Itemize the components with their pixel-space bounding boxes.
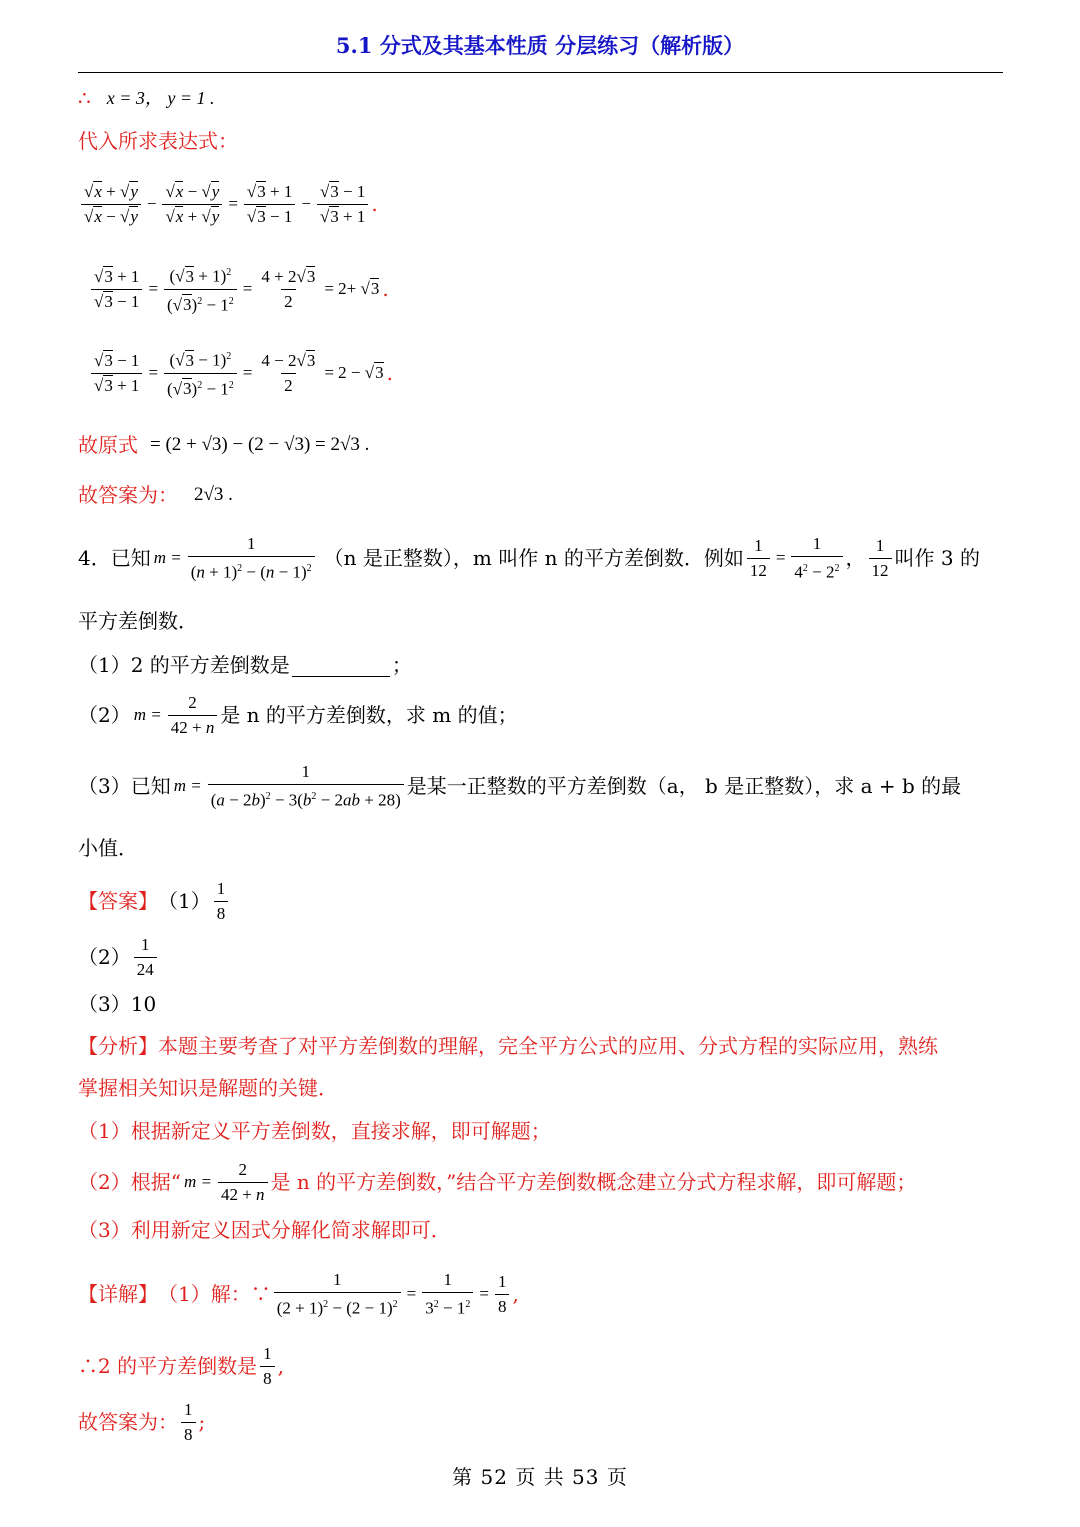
fraction: $\frac{√x - √y}{√x + √y}$ xyxy=(162,182,222,227)
analysis-step2-start: （2）根据“ xyxy=(78,1170,181,1194)
question-4-part3-end: 小值． xyxy=(78,836,138,860)
part1-text: （1）2 的平方差倒数是 xyxy=(78,653,290,677)
simplify-minus: $\frac{√3 - 1}{√3 + 1}$ = $\frac{(√3 - 1)^2}{(√3)^2 - 1^2}$ = $\frac{4 - 2√3}{2}$ = 2 − √3 . xyxy=(88,342,393,404)
detail-label: 【详解】 xyxy=(78,1282,158,1306)
question-4-line2: 平方差倒数． xyxy=(78,609,198,633)
fraction: $\frac{√3 + 1}{√3 - 1}$ xyxy=(91,267,142,312)
detail-line1: 【详解】 （1）解：∵ $\frac{1}{(2 + 1)^2 - (2 - 1)^2}$ = $\frac{1}{3^2 - 1^2}$ = $\frac{1}{8}$ , xyxy=(78,1269,519,1318)
fraction: $\frac{1}{3^2 - 1^2}$ xyxy=(422,1270,473,1319)
fraction: $\frac{1}{8}$ xyxy=(260,1344,275,1389)
xy-values-line xyxy=(78,84,215,112)
question-4-line1: 4．已知 m = $\frac{1}{(n + 1)^2 - (n - 1)^2}$ （n 是正整数）， m 叫作 n 的平方差倒数．例如 $\frac{1}{12}$ = $\frac{1}{4^2 - 2^2}$ ， $\frac{1}{12}$ 叫作 3 的 xyxy=(78,533,980,582)
fraction: $\frac{1}{12}$ xyxy=(747,536,770,581)
analysis-step2: （2）根据“ m = $\frac{2}{42 + n}$ 是 n 的平方差倒数，”结合平方差倒数概念建立分式方程求解，即可解题； xyxy=(78,1159,917,1204)
analysis-label: 【分析】 xyxy=(78,1034,158,1058)
original-label: 故原式 xyxy=(78,433,138,457)
detail-answer-label: 故答案为： xyxy=(78,1410,178,1434)
part3-text: 是某一正整数的平方差倒数（a， b 是正整数），求 a + b 的最 xyxy=(406,774,962,798)
answer-blank[interactable] xyxy=(292,654,390,677)
question-4-description: m 叫作 n 的平方差倒数．例如 xyxy=(472,546,744,570)
part3-label: （3）已知 xyxy=(78,774,171,798)
prev-answer-label: 故答案为： xyxy=(78,483,178,507)
prev-answer-value: 2√3 . xyxy=(194,484,233,505)
detail-conclusion-text: ∴2 的平方差倒数是 xyxy=(78,1354,258,1378)
original-result-line xyxy=(78,431,369,459)
fraction: $\frac{(√3 + 1)^2}{(√3)^2 - 1^2}$ xyxy=(164,263,237,315)
answer-part2-label: （2） xyxy=(78,945,131,969)
question-4-part2: （2） m = $\frac{2}{42 + n}$ 是 n 的平方差倒数，求 m 的值； xyxy=(78,692,518,737)
fraction: $\frac{4 + 2√3}{2}$ xyxy=(261,266,316,311)
analysis-line2: 掌握相关知识是解题的关键． xyxy=(78,1076,338,1100)
detail-answer: 故答案为： $\frac{1}{8}$ ; xyxy=(78,1399,206,1444)
analysis-step1: （1）根据新定义平方差倒数，直接求解，即可解题； xyxy=(78,1119,551,1143)
prev-answer-line xyxy=(78,481,233,509)
substitution-expression: $\frac{√x + √y}{√x - √y}$ − $\frac{√x - √y}{√x + √y}$ = $\frac{√3 + 1}{√3 - 1}$ − $\frac{√3 - 1}{√3 + 1}$ . xyxy=(78,178,378,230)
answer-part1-label: （1） xyxy=(158,889,211,913)
fraction: $\frac{1}{24}$ xyxy=(134,935,157,980)
answer-label: 【答案】 xyxy=(78,889,158,913)
therefore-symbol: ∴ xyxy=(78,86,91,110)
fraction: $\frac{√x + √y}{√x - √y}$ xyxy=(81,182,141,227)
page-header-title: 5.1 分式及其基本性质 分层练习（解析版） xyxy=(335,33,745,58)
fraction: $\frac{2}{42 + n}$ xyxy=(218,1160,268,1205)
fraction: $\frac{√3 + 1}{√3 - 1}$ xyxy=(244,182,295,227)
fraction: $\frac{1}{(a - 2b)^2 - 3(b^2 - 2ab + 28)}$ xyxy=(208,762,404,811)
question-4-part3: （3）已知 m = $\frac{1}{(a - 2b)^2 - 3(b^2 - 2ab + 28)}$ 是某一正整数的平方差倒数（a， b 是正整数），求 a + b 的最 xyxy=(78,761,962,810)
question-4-part1 xyxy=(78,651,412,679)
original-expression: = (2 + √3) − (2 − √3) = 2√3 . xyxy=(150,434,370,455)
fraction: $\frac{1}{4^2 - 2^2}$ xyxy=(791,534,842,583)
answer-line3: （3）10 xyxy=(78,992,157,1016)
fraction: $\frac{(√3 - 1)^2}{(√3)^2 - 1^2}$ xyxy=(164,347,237,399)
fraction: $\frac{1}{12}$ xyxy=(869,536,892,581)
detail-step1: （1）解：∵ xyxy=(158,1282,271,1306)
fraction: $\frac{2}{42 + n}$ xyxy=(168,693,218,738)
fraction: $\frac{√3 - 1}{√3 + 1}$ xyxy=(91,351,142,396)
page-footer: 第 52 页 共 53 页 xyxy=(452,1465,628,1489)
analysis-step2-end: 是 n 的平方差倒数，”结合平方差倒数概念建立分式方程求解，即可解题； xyxy=(270,1170,917,1194)
question-4-number: 4．已知 xyxy=(78,546,151,570)
question-4-condition: （n 是正整数）， xyxy=(323,546,473,570)
fraction: $\frac{1}{8}$ xyxy=(181,1400,196,1445)
analysis-line1 xyxy=(78,1032,938,1060)
simplify-plus: $\frac{√3 + 1}{√3 - 1}$ = $\frac{(√3 + 1)^2}{(√3)^2 - 1^2}$ = $\frac{4 + 2√3}{2}$ = 2+ √3 . xyxy=(88,258,389,320)
answer-line2 xyxy=(78,932,160,982)
fraction: $\frac{1}{(2 + 1)^2 - (2 - 1)^2}$ xyxy=(274,1270,401,1319)
substitute-text: 代入所求表达式： xyxy=(78,129,238,153)
fraction: $\frac{1}{(n + 1)^2 - (n - 1)^2}$ xyxy=(188,534,315,583)
fraction: $\frac{√3 - 1}{√3 + 1}$ xyxy=(317,182,368,227)
part1-end: ； xyxy=(391,653,412,677)
fraction: $\frac{4 - 2√3}{2}$ xyxy=(261,350,316,395)
analysis-step3: （3）利用新定义因式分解化简求解即可． xyxy=(78,1218,451,1242)
answer-line1 xyxy=(78,876,231,926)
detail-conclusion: ∴2 的平方差倒数是 $\frac{1}{8}$ , xyxy=(78,1343,284,1388)
part2-label: （2） xyxy=(78,703,131,727)
fraction: $\frac{1}{8}$ xyxy=(495,1272,510,1317)
xy-values: x = 3， y = 1 . xyxy=(106,88,215,108)
fraction: $\frac{1}{8}$ xyxy=(214,879,229,924)
question-4-description-tail: 叫作 3 的 xyxy=(894,546,980,570)
part2-text: 是 n 的平方差倒数，求 m 的值； xyxy=(220,703,518,727)
header-rule xyxy=(78,72,1003,73)
analysis-text: 本题主要考查了对平方差倒数的理解，完全平方公式的应用、分式方程的实际应用，熟练 xyxy=(158,1034,938,1058)
